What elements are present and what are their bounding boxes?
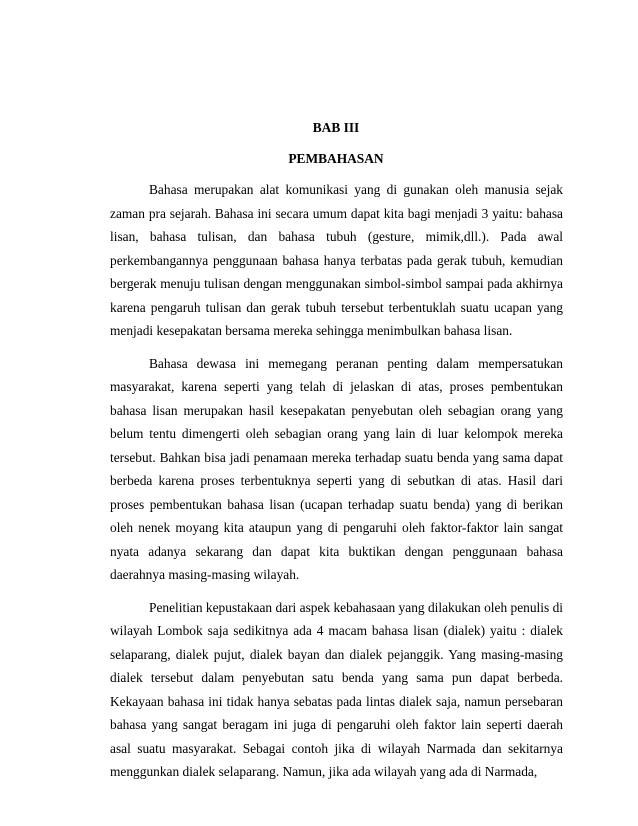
paragraph-2: Bahasa dewasa ini memegang peranan penting dalam mempersatukan masyarakat, karena seperti yang telah di jelaskan di atas, proses pembentukan bahasa lisan merupakan hasil kesepakatan penyebutan oleh sebagian orang yang belum tentu dimengerti oleh sebagian orang yang lain di luar kelompok mereka tersebut. Bahkan bisa jadi penamaan mereka terhadap suatu benda yang sama dapat berbeda karena proses terbentuknya seperti yang di sebutkan di atas. Hasil dari proses pembentukan bahasa lisan (ucapan terhadap suatu benda) yang di berikan oleh nenek moyang kita ataupun yang di pengaruhi oleh faktor-faktor lain sangat nyata adanya sekarang dan dapat kita buktikan dengan penggunaan bahasa daerahnya masing-masing wilayah. <box>110 355 563 582</box>
chapter-number: BAB III <box>312 120 360 135</box>
paragraph-3: Penelitian kepustakaan dari aspek kebahasaan yang dilakukan oleh penulis di wilayah Lombok saja sedikitnya ada 4 macam bahasa lisan (dialek) yaitu : dialek selaparang, dialek pujut, dialek bayan dan dialek pejanggik. Yang masing-masing dialek tersebut dalam penyebutan satu benda yang sama pun dapat berbeda. Kekayaan bahasa ini tidak hanya sebatas pada lintas dialek saja, namun persebaran bahasa yang sangat beragam ini juga di pengaruhi oleh faktor lain seperti daerah asal suatu masyarakat. Sebagai contoh jika di wilayah Narmada dan sekitarnya menggunkan dialek selaparang. Namun, jika ada wilayah yang ada di Narmada, <box>110 599 563 779</box>
body-text <box>110 178 563 793</box>
chapter-title: PEMBAHASAN <box>288 151 384 166</box>
paragraph-1: Bahasa merupakan alat komunikasi yang di gunakan oleh manusia sejak zaman pra sejarah. Bahasa ini secara umum dapat kita bagi menjadi 3 yaitu: bahasa lisan, bahasa tulisan, dan bahasa tubuh (gesture, mimik,dll.). Pada awal perkembangannya penggunaan bahasa hanya terbatas pada gerak tubuh, kemudian bergerak menuju tulisan dengan menggunakan simbol-simbol sampai pada akhirnya karena pengaruh tulisan dan gerak tubuh tersebut terbentuklah suatu ucapan yang menjadi kesepakatan bersama mereka sehingga menimbulkan bahasa lisan. <box>110 182 563 338</box>
